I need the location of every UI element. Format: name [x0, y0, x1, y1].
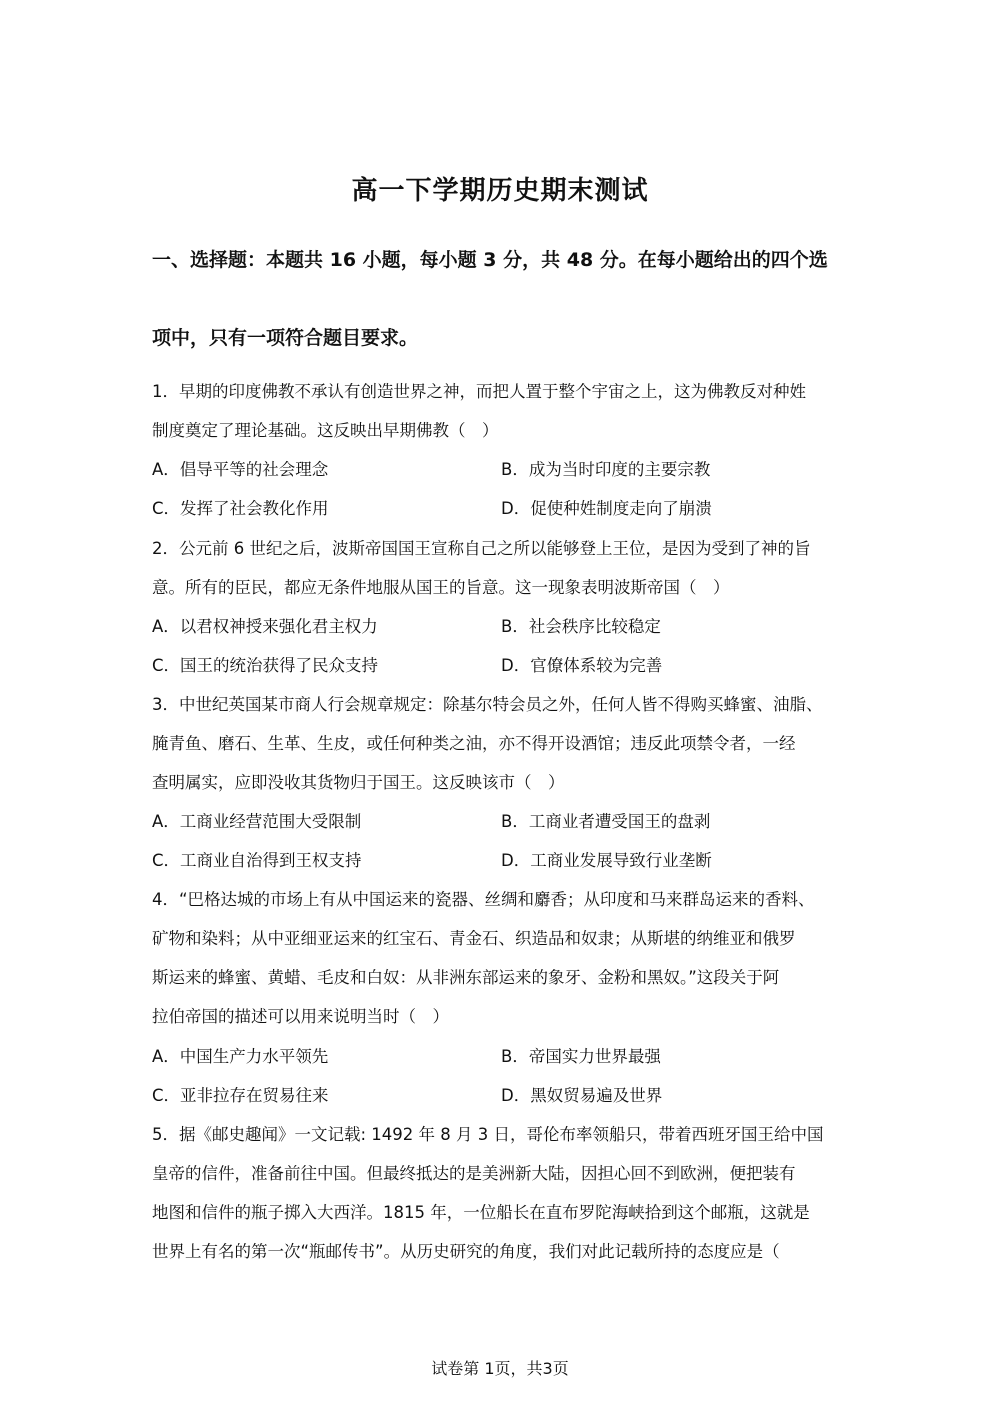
question-1-option-d: D．促使种姓制度走向了崩溃: [501, 499, 712, 518]
question-2-line-2: 意。所有的臣民，都应无条件地服从国王的旨意。这一现象表明波斯帝国（ ）: [152, 578, 730, 597]
question-2-option-d: D．官僚体系较为完善: [501, 656, 663, 675]
question-4-option-d: D．黑奴贸易遍及世界: [501, 1086, 663, 1105]
question-3-option-b: B．工商业者遭受国王的盘剥: [501, 812, 711, 831]
question-2-option-c: C．国王的统治获得了民众支持: [152, 656, 379, 675]
question-5-line-4: 世界上有名的第一次“瓶邮传书”。从历史研究的角度，我们对此记载所持的态度应是（: [152, 1242, 780, 1261]
question-1-option-a: A．倡导平等的社会理念: [152, 460, 329, 479]
question-1-line-1: 1．早期的印度佛教不承认有创造世界之神，而把人置于整个宇宙之上，这为佛教反对种姓: [152, 382, 806, 401]
question-2-option-b: B．社会秩序比较稳定: [501, 617, 661, 636]
question-4-line-3: 斯运来的蜂蜜、黄蜡、毛皮和白奴：从非洲东部运来的象牙、金粉和黑奴。”这段关于阿: [152, 968, 780, 987]
question-5-line-2: 皇帝的信件，准备前往中国。但最终抵达的是美洲新大陆，因担心回不到欧洲，便把装有: [152, 1164, 796, 1183]
question-4-option-b: B．帝国实力世界最强: [501, 1047, 661, 1066]
question-3-line-3: 查明属实，应即没收其货物归于国王。这反映该市（ ）: [152, 773, 565, 792]
page-title: 高一下学期历史期末测试: [351, 176, 649, 206]
page-footer: 试卷第 1页，共3页: [431, 1359, 569, 1378]
question-3-option-a: A．工商业经营范围大受限制: [152, 812, 362, 831]
question-5-line-3: 地图和信件的瓶子掷入大西洋。1815 年，一位船长在直布罗陀海峡拾到这个邮瓶，这就是: [152, 1203, 810, 1222]
question-3-line-2: 腌青鱼、磨石、生革、生皮，或任何种类之油，亦不得开设酒馆；违反此项禁令者，一经: [152, 734, 796, 753]
question-1-option-c: C．发挥了社会教化作用: [152, 499, 329, 518]
question-5-line-1: 5．据《邮史趣闻》一文记载: 1492 年 8 月 3 日，哥伦布率领船只，带着西班牙国王给中国: [152, 1125, 824, 1144]
section-heading-line-1: 一、选择题：本题共 16 小题，每小题 3 分，共 48 分。在每小题给出的四个选: [152, 249, 828, 271]
question-2-line-1: 2．公元前 6 世纪之后，波斯帝国国王宣称自己之所以能够登上王位，是因为受到了神的旨: [152, 539, 811, 558]
question-4-line-2: 矿物和染料；从中亚细亚运来的红宝石、青金石、织造品和奴隶；从斯堪的纳维亚和俄罗: [152, 929, 796, 948]
question-3-option-d: D．工商业发展导致行业垄断: [501, 851, 712, 870]
question-2-option-a: A．以君权神授来强化君主权力: [152, 617, 378, 636]
question-4-option-a: A．中国生产力水平领先: [152, 1047, 329, 1066]
question-1-line-2: 制度奠定了理论基础。这反映出早期佛教（ ）: [152, 421, 499, 440]
question-4-option-c: C．亚非拉存在贸易往来: [152, 1086, 329, 1105]
question-1-option-b: B．成为当时印度的主要宗教: [501, 460, 711, 479]
question-3-line-1: 3．中世纪英国某市商人行会规章规定：除基尔特会员之外，任何人皆不得购买蜂蜜、油脂、: [152, 695, 823, 714]
question-3-option-c: C．工商业自治得到王权支持: [152, 851, 362, 870]
section-heading-line-2: 项中，只有一项符合题目要求。: [152, 327, 419, 349]
question-4-line-1: 4．“巴格达城的市场上有从中国运来的瓷器、丝绸和麝香；从印度和马来群岛运来的香料、: [152, 890, 815, 909]
question-4-line-4: 拉伯帝国的描述可以用来说明当时（ ）: [152, 1007, 449, 1026]
